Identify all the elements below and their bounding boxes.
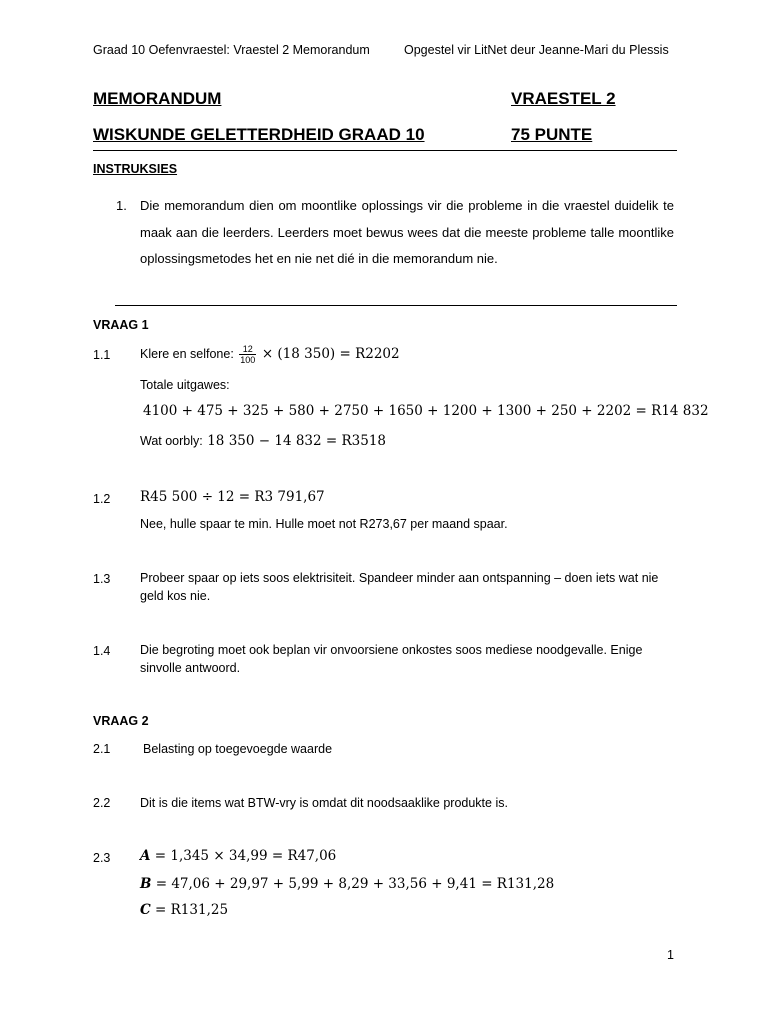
q1-1-oorbly-line: [140, 432, 386, 450]
vraag-2-heading: VRAAG 2: [93, 714, 149, 728]
q1-2-text: Nee, hulle spaar te min. Hulle moet not R273,67 per maand spaar.: [140, 517, 508, 531]
fraction-denominator: 100: [240, 355, 256, 365]
q2-1-number: 2.1: [93, 742, 111, 756]
q2-3-a-line: [140, 848, 336, 864]
instruction-number: 1.: [116, 198, 127, 213]
q1-1-line: [140, 344, 400, 365]
q1-2-number: 1.2: [93, 492, 111, 506]
q1-1-fraction: [239, 344, 256, 365]
q1-4-text: Die begroting moet ook beplan vir onvoorsiene onkostes soos mediese noodgevalle. Enige sinvolle antwoord.: [140, 643, 643, 675]
instructions-heading: INSTRUKSIES: [93, 162, 178, 176]
q2-3-b-expression: = 47,06 + 29,97 + 5,99 + 8,29 + 33,56 + 9,41 = R131,28: [151, 876, 555, 892]
q2-3-number: 2.3: [93, 851, 111, 865]
title-memorandum: MEMORANDUM: [93, 89, 222, 108]
variable-a: A: [140, 848, 151, 864]
q2-3-c-expression: = R131,25: [150, 902, 229, 918]
header-left: Graad 10 Oefenvraestel: Vraestel 2 Memorandum: [93, 43, 370, 57]
q1-4-number: 1.4: [93, 644, 111, 658]
q1-1-sum: 4100 + 475 + 325 + 580 + 2750 + 1650 + 1200 + 1300 + 250 + 2202 = R14 832: [143, 403, 709, 419]
q1-1-oorbly-label: Wat oorbly:: [140, 434, 203, 448]
title-vraestel: VRAESTEL 2: [511, 89, 616, 108]
q1-3-text: Probeer spaar op iets soos elektrisiteit. Spandeer minder aan ontspanning – doen iets wat nie geld kos nie.: [140, 571, 659, 603]
fraction-numerator: 12: [239, 344, 256, 355]
q2-3-a-expression: = 1,345 × 34,99 = R47,06: [150, 848, 337, 864]
title-divider: [93, 150, 677, 151]
q2-3-b-line: [140, 876, 554, 892]
q1-1-label: Klere en selfone:: [140, 346, 234, 361]
page-number: 1: [667, 948, 674, 962]
title-subject: WISKUNDE GELETTERDHEID GRAAD 10: [93, 125, 425, 144]
q2-2-text: Dit is die items wat BTW-vry is omdat dit noodsaaklike produkte is.: [140, 796, 508, 810]
q1-1-expression: × (18 350) = R2202: [261, 345, 400, 362]
instruction-text: Die memorandum dien om moontlike oplossings vir die probleme in die vraestel duidelik te maak aan die leerders. Leerders moet bewus wees dat die meeste probleme talle moontlike oplossingsmetodes het en nie net dié in die memorandum nie.: [140, 198, 674, 266]
instructions-divider: [115, 305, 677, 306]
q1-1-totale-label: Totale uitgawes:: [140, 378, 230, 392]
q1-2-expression: R45 500 ÷ 12 = R3 791,67: [140, 489, 325, 505]
q1-3-number: 1.3: [93, 572, 111, 586]
q1-1-number: 1.1: [93, 348, 111, 362]
vraag-1-heading: VRAAG 1: [93, 318, 149, 332]
title-punte: 75 PUNTE: [511, 125, 593, 144]
q2-1-text: Belasting op toegevoegde waarde: [143, 742, 333, 756]
q2-2-number: 2.2: [93, 796, 111, 810]
q2-3-c-line: [140, 902, 228, 918]
variable-b: B: [140, 876, 152, 892]
variable-c: C: [140, 902, 151, 918]
q1-1-oorbly-expression: 18 350 − 14 832 = R3518: [207, 433, 387, 449]
header-right: Opgestel vir LitNet deur Jeanne-Mari du Plessis: [404, 43, 669, 57]
